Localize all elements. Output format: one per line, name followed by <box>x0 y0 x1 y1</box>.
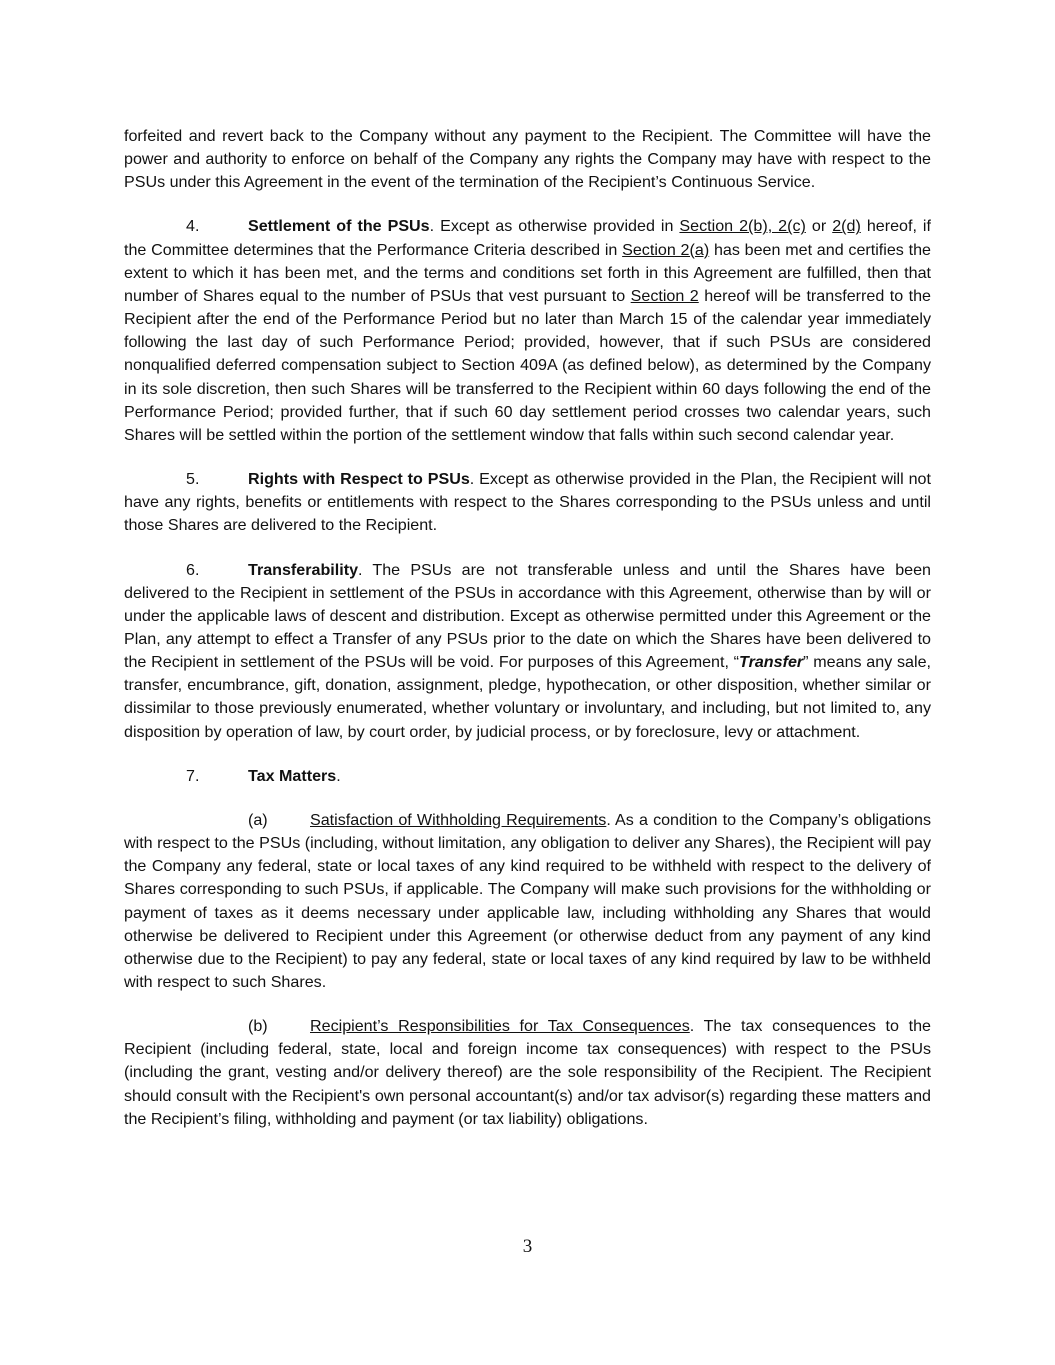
section-6-text-1: . The PSUs are not transferable unless and until the Shares have been delivered to the Recipient in settlement of the PSUs in accordance with this Agreement, otherwise than by will or under the applicable laws of descent and distribution. Except as otherwise permitted under this Agreement or the Plan, any attempt to effect a Transfer of any PSUs prior to the date on which the Shares have been delivered to the Recipient in settlement of the PSUs will be void. For purposes of this Agreement, “ <box>124 560 931 672</box>
section-6-text-2: ” means any sale, transfer, encumbrance, gift, donation, assignment, pledge, hypothecation, or other disposition, whether similar or dissimilar to those previously enumerated, whether voluntary or involuntary, and including, but not limited to, any disposition by operation of law, by court order, by judicial process, or by foreclosure, levy or attachment. <box>124 653 931 741</box>
section-4-text-2: or <box>805 217 833 236</box>
section-4-text-5: hereof will be transferred to the Recipient after the end of the Performance Period but no later than March 15 of the calendar year immediately following the last day of such Performance Period; provided, however, that if such PSUs are considered nonqualified deferred compensation subject to Section 409A (as defined below), as determined by the Company in its sole discretion, then such Shares will be transferred to the Recipient within 60 days following the end of the Performance Period; provided further, that if such 60 day settlement period crosses two calendar years, such Shares will be settled within the portion of the settlement window that falls within such second calendar year. <box>124 286 931 444</box>
section-7b-text: . The tax consequences to the Recipient (including federal, state, local and foreign income tax consequences) with respect to the PSUs (including the grant, vesting and/or delivery thereof) are the sole responsibility of the Recipient. The Recipient should consult with the Recipient's own personal accountant(s) and/or tax advisor(s) regarding these matters and the Recipient’s filing, withholding and payment (or tax liability) obligations. <box>124 1017 932 1128</box>
intro-text: forfeited and revert back to the Company without any payment to the Recipient. The Committee will have the power and authority to enforce on behalf of the Company any rights the Company may have with respect to the PSUs under this Agreement in the event of the termination of the Recipient’s Continuous Service. <box>124 127 931 192</box>
section-7b-paragraph <box>124 1015 931 1131</box>
section-7-title: Tax Matters <box>248 766 337 785</box>
section-7-number: 7. <box>186 766 200 785</box>
section-7a-text: . As a condition to the Company’s obligations with respect to the PSUs (including, without limitation, any obligation to deliver any Shares), the Recipient will pay the Company any federal, state or local taxes of any kind required to be withheld with respect to the delivery of Shares corresponding to such PSUs, if applicable. The Company will make such provisions for the withholding or payment of taxes as it deems necessary under applicable law, including withholding any Shares that would otherwise be delivered to Recipient under this Agreement (or otherwise deduct from any payment of any kind otherwise due to the Recipient) to pay any federal, state or local taxes of any kind required by law to be withheld with respect to such Shares. <box>124 810 931 991</box>
section-5-title: Rights with Respect to PSUs <box>248 470 470 489</box>
section-2a-reference: Section 2(a) <box>622 240 710 259</box>
document-page <box>124 125 931 1131</box>
section-4-text-1: . Except as otherwise provided in <box>429 217 680 236</box>
section-4-text-4: has been met and certifies the extent to which it has been met, and the terms and conditions set forth in this Agreement are fulfilled, then that number of Shares equal to the number of PSUs that vest pursuant to <box>124 240 931 305</box>
section-2-reference: Section 2 <box>630 286 699 305</box>
section-2d-reference: 2(d) <box>832 217 861 236</box>
section-7b-title: Recipient’s Responsibilities for Tax Consequences <box>310 1017 690 1036</box>
section-5-text: . Except as otherwise provided in the Plan, the Recipient will not have any rights, benefits or entitlements with respect to the Shares corresponding to the PSUs unless and until those Shares are delivered to the Recipient. <box>124 470 931 535</box>
intro-paragraph <box>124 125 931 194</box>
section-4-text-3: hereof, if the Committee determines that the Performance Criteria described in <box>124 217 931 259</box>
page-number: 3 <box>522 1236 533 1257</box>
section-5-number: 5. <box>186 470 200 489</box>
section-5-paragraph <box>124 468 931 537</box>
section-6-number: 6. <box>186 560 200 579</box>
transfer-defined-term: Transfer <box>739 653 804 672</box>
section-4-number: 4. <box>186 217 200 236</box>
section-7-heading <box>124 765 931 788</box>
section-4-paragraph <box>124 215 931 447</box>
section-7a-paragraph <box>124 809 931 994</box>
section-6-title: Transferability <box>248 560 359 579</box>
section-2b-2c-reference: Section 2(b), 2(c) <box>679 217 806 236</box>
section-7a-label: (a) <box>248 810 268 829</box>
section-7-period: . <box>336 766 341 785</box>
section-6-paragraph <box>124 559 931 744</box>
section-7a-title: Satisfaction of Withholding Requirements <box>310 810 607 829</box>
section-4-title: Settlement of the PSUs <box>248 217 430 236</box>
section-7b-label: (b) <box>248 1017 268 1036</box>
